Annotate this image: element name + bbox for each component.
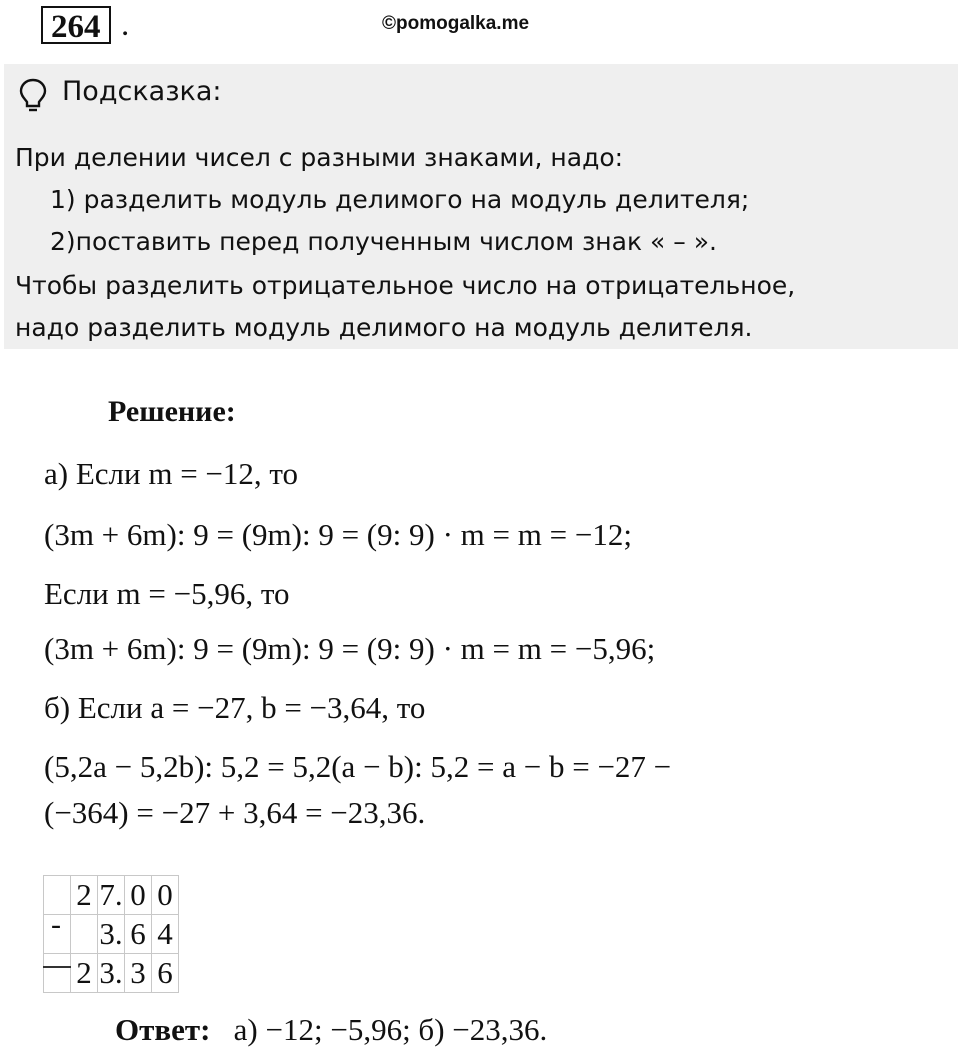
calc-cell: 3. bbox=[98, 954, 125, 993]
hint-line: надо разделить модуль делимого на модуль делителя. bbox=[15, 313, 753, 342]
calc-cell: 0 bbox=[152, 876, 179, 915]
hint-line: Чтобы разделить отрицательное число на отрицательное, bbox=[15, 271, 796, 300]
hint-box bbox=[4, 64, 958, 349]
answer bbox=[115, 1012, 547, 1048]
calc-row bbox=[44, 876, 179, 915]
lightbulb-icon bbox=[17, 77, 49, 113]
copyright-text: ©pomogalka.me bbox=[382, 13, 530, 34]
solution-title: Решение: bbox=[108, 395, 236, 428]
column-subtraction bbox=[43, 875, 179, 993]
calc-cell bbox=[71, 915, 98, 954]
solution-line: а) Если m = −12, то bbox=[44, 456, 299, 491]
calc-cell: 6 bbox=[125, 915, 152, 954]
solution-line: б) Если a = −27, b = −3,64, то bbox=[44, 690, 426, 725]
calc-cell: 2 bbox=[71, 876, 98, 915]
answer-text: а) −12; −5,96; б) −23,36. bbox=[233, 1012, 548, 1047]
solution-line: (5,2a − 5,2b): 5,2 = 5,2(a − b): 5,2 = a − b = −27 − bbox=[44, 749, 672, 784]
calc-cell: 6 bbox=[152, 954, 179, 993]
solution-line: (3m + 6m): 9 = (9m): 9 = (9: 9) · m = m = −12; bbox=[44, 517, 632, 552]
solution-line: (−364) = −27 + 3,64 = −23,36. bbox=[44, 795, 426, 830]
calc-cell: 3. bbox=[98, 915, 125, 954]
solution-line: (3m + 6m): 9 = (9m): 9 = (9: 9) · m = m = −5,96; bbox=[44, 631, 656, 666]
problem-number-text: 264 bbox=[51, 9, 101, 45]
problem-number bbox=[41, 6, 111, 44]
calc-cell bbox=[44, 954, 71, 993]
calc-row bbox=[44, 954, 179, 993]
hint-line: 1) разделить модуль делимого на модуль делителя; bbox=[50, 185, 750, 214]
calc-cell: 7. bbox=[98, 876, 125, 915]
calc-cell: 4 bbox=[152, 915, 179, 954]
problem-number-dot: . bbox=[121, 7, 130, 43]
minus-sign: - bbox=[51, 908, 61, 941]
answer-label: Ответ: bbox=[115, 1012, 211, 1047]
hint-line: При делении чисел с разными знаками, надо: bbox=[15, 143, 624, 172]
solution-line: Если m = −5,96, то bbox=[44, 576, 290, 611]
hint-line: 2)поставить перед полученным числом знак « – ». bbox=[50, 227, 717, 256]
calc-cell: 2 bbox=[71, 954, 98, 993]
calc-row bbox=[44, 915, 179, 954]
calc-cell: 3 bbox=[125, 954, 152, 993]
hint-title: Подсказка: bbox=[62, 76, 222, 107]
result-line bbox=[43, 966, 71, 968]
calc-cell: 0 bbox=[125, 876, 152, 915]
